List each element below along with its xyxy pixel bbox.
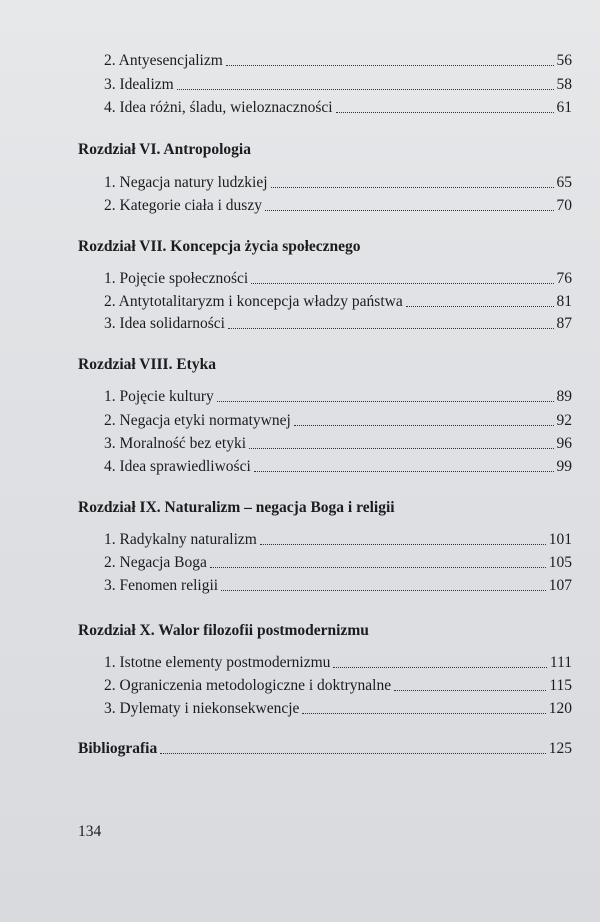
- toc-entry-label: 4. Idea sprawiedliwości: [104, 458, 251, 475]
- chapter-heading: Rozdział X. Walor filozofii postmodernizmu: [78, 622, 369, 639]
- dot-leader: [336, 112, 554, 113]
- toc-entry: [104, 172, 572, 192]
- toc-entry-label: 1. Radykalny naturalizm: [104, 531, 257, 548]
- toc-entry: [104, 456, 572, 476]
- toc-entry-page: 101: [548, 531, 572, 548]
- chapter-heading: Rozdział VII. Koncepcja życia społecznego: [78, 238, 361, 255]
- dot-leader: [294, 425, 554, 426]
- toc-entry-page: 107: [548, 577, 572, 594]
- page-number: 134: [78, 823, 102, 840]
- dot-leader: [254, 471, 554, 472]
- dot-leader: [221, 590, 546, 591]
- toc-entry-page: 65: [556, 174, 572, 191]
- toc-entry-label: 2. Antyesencjalizm: [104, 52, 223, 69]
- toc-entry: [104, 675, 572, 695]
- toc-entry-page: 96: [556, 435, 572, 452]
- dot-leader: [226, 65, 554, 66]
- toc-entry: [104, 313, 572, 333]
- toc-entry-page: 76: [556, 270, 572, 287]
- dot-leader: [406, 306, 554, 307]
- toc-entry: [104, 575, 572, 595]
- dot-leader: [160, 753, 546, 754]
- dot-leader: [249, 448, 553, 449]
- dot-leader: [251, 283, 553, 284]
- dot-leader: [177, 89, 554, 90]
- toc-entry-label: 3. Idea solidarności: [104, 315, 225, 332]
- toc-entry-page: 111: [549, 654, 572, 671]
- toc-entry-page: 61: [556, 99, 572, 116]
- toc-entry-label: 3. Dylematy i niekonsekwencje: [104, 700, 300, 717]
- toc-entry: [104, 433, 572, 453]
- dot-leader: [271, 187, 554, 188]
- dot-leader: [265, 210, 554, 211]
- toc-entry: [104, 97, 572, 117]
- toc-entry-page: 115: [549, 677, 572, 694]
- toc-entry-label: 1. Istotne elementy postmodernizmu: [104, 654, 331, 671]
- bibliography-label: Bibliografia: [78, 740, 158, 757]
- toc-entry: [104, 291, 572, 311]
- dot-leader: [394, 690, 546, 691]
- toc-entry: [104, 552, 572, 572]
- chapter-heading: Rozdział VI. Antropologia: [78, 141, 251, 158]
- dot-leader: [228, 328, 554, 329]
- toc-entry-page: 92: [556, 412, 572, 429]
- chapter-heading: Rozdział VIII. Etyka: [78, 356, 216, 373]
- toc-entry-page: 81: [556, 293, 572, 310]
- dot-leader: [333, 667, 546, 668]
- toc-entry: [104, 195, 572, 215]
- toc-entry-label: 1. Negacja natury ludzkiej: [104, 174, 268, 191]
- toc-entry-label: 2. Negacja etyki normatywnej: [104, 412, 291, 429]
- toc-entry-label: 3. Idealizm: [104, 76, 174, 93]
- toc-entry-page: 105: [548, 554, 572, 571]
- dot-leader: [210, 567, 546, 568]
- toc-entry-label: 1. Pojęcie społeczności: [104, 270, 249, 287]
- toc-bibliography: [78, 738, 572, 758]
- toc-entry-label: 2. Antytotalitaryzm i koncepcja władzy państwa: [104, 293, 403, 310]
- toc-entry-page: 120: [548, 700, 572, 717]
- bibliography-page: 125: [548, 740, 572, 757]
- dot-leader: [217, 401, 554, 402]
- toc-entry-page: 87: [556, 315, 572, 332]
- toc-entry-label: 2. Ograniczenia metodologiczne i doktrynalne: [104, 677, 392, 694]
- toc-entry: [104, 50, 572, 70]
- toc-entry-label: 2. Negacja Boga: [104, 554, 207, 571]
- toc-entry: [104, 410, 572, 430]
- toc-entry-page: 58: [556, 76, 572, 93]
- dot-leader: [260, 544, 546, 545]
- toc-entry-page: 56: [556, 52, 572, 69]
- toc-entry-label: 2. Kategorie ciała i duszy: [104, 197, 262, 214]
- dot-leader: [302, 713, 545, 714]
- toc-entry-page: 89: [556, 388, 572, 405]
- toc-entry-label: 4. Idea różni, śladu, wieloznaczności: [104, 99, 333, 116]
- chapter-heading: Rozdział IX. Naturalizm – negacja Boga i religii: [78, 499, 395, 516]
- toc-entry: [104, 652, 572, 672]
- toc-entry: [104, 386, 572, 406]
- toc-entry: [104, 698, 572, 718]
- toc-entry: [104, 268, 572, 288]
- toc-entry: [104, 74, 572, 94]
- toc-entry-label: 3. Fenomen religii: [104, 577, 219, 594]
- toc-entry-label: 3. Moralność bez etyki: [104, 435, 247, 452]
- toc-entry: [104, 529, 572, 549]
- toc-entry-page: 70: [556, 197, 572, 214]
- toc-entry-label: 1. Pojęcie kultury: [104, 388, 214, 405]
- toc-entry-page: 99: [556, 458, 572, 475]
